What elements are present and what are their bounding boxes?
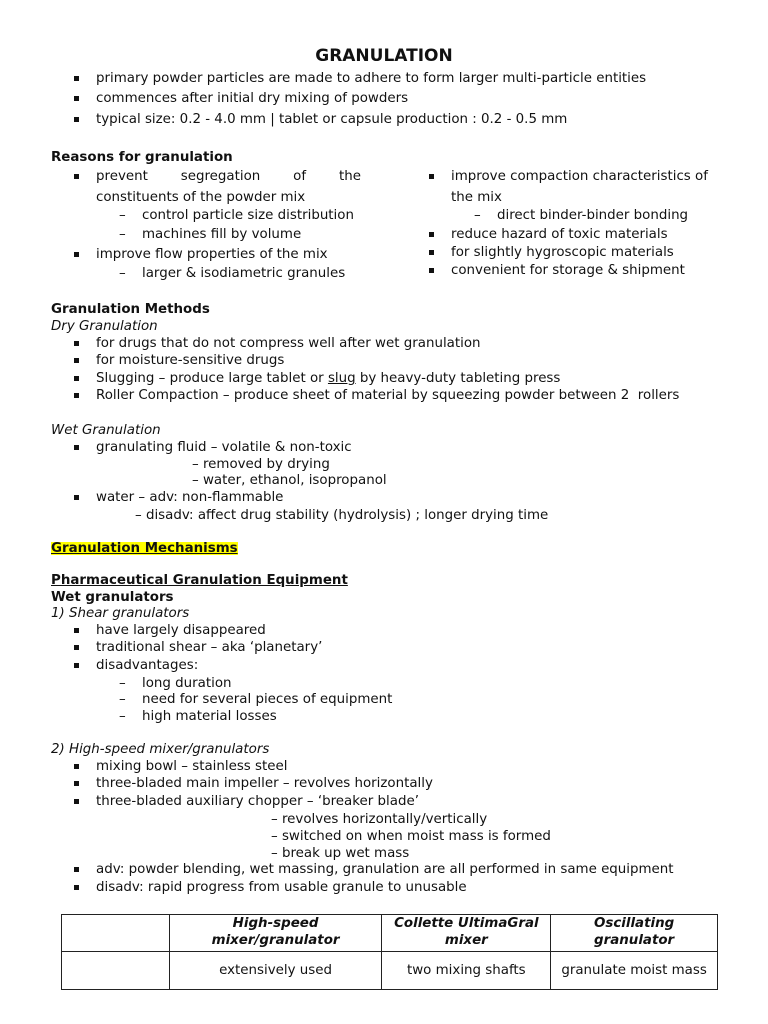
shear-bullet: traditional shear – aka ‘planetary’ (96, 640, 323, 655)
high-speed-continuation: – revolves horizontally/vertically (271, 812, 488, 827)
table-cell: two mixing shafts (382, 952, 551, 990)
reason-word: prevent (96, 169, 148, 184)
shear-sub: – need for several pieces of equipment (142, 693, 392, 706)
reason-bullet: for slightly hygroscopic materials (451, 245, 674, 260)
slug-term: slug (327, 371, 356, 386)
table-header-cell: Collette UltimaGral mixer (382, 915, 551, 952)
dry-bullet (96, 372, 560, 385)
reason-text: constituents of the powder mix (96, 190, 306, 205)
shear-sub: – high material losses (142, 710, 277, 723)
table-cell: granulate moist mass (551, 952, 718, 990)
high-speed-bullet: disadv: rapid progress from usable granule to unusable (96, 880, 467, 895)
high-speed-bullet: three-bladed auxiliary chopper – ‘breaker blade’ (96, 794, 419, 809)
reason-sub: – larger & isodiametric granules (142, 267, 345, 280)
reason-sub: – direct binder-binder bonding (497, 209, 688, 222)
wet-continuation: – water, ethanol, isopropanol (192, 473, 387, 488)
table-row (62, 952, 718, 990)
shear-bullet: have largely disappeared (96, 623, 266, 638)
table-header-cell: Oscillating granulator (551, 915, 718, 952)
equipment-heading: Pharmaceutical Granulation Equipment (51, 573, 348, 588)
wet-bullet: water – adv: non-flammable (96, 490, 284, 505)
wet-continuation: – disadv: affect drug stability (hydrolysis) ; longer drying time (135, 508, 549, 523)
reasons-heading: Reasons for granulation (51, 150, 233, 165)
page-title: GRANULATION (315, 46, 453, 66)
high-speed-bullet: three-bladed main impeller – revolves horizontally (96, 776, 433, 791)
intro-bullet: typical size: 0.2 - 4.0 mm | tablet or capsule production : 0.2 - 0.5 mm (96, 112, 568, 127)
reason-sub: – machines fill by volume (142, 228, 301, 241)
intro-bullet: primary powder particles are made to adhere to form larger multi-particle entities (96, 71, 647, 86)
table-cell (62, 952, 170, 990)
wet-bullet: granulating fluid – volatile & non-toxic (96, 440, 352, 455)
high-speed-continuation: – switched on when moist mass is formed (271, 829, 551, 844)
reason-bullet: improve compaction characteristics of (451, 169, 708, 184)
methods-heading: Granulation Methods (51, 302, 210, 317)
granulator-comparison-table (61, 914, 718, 990)
table-header-row (62, 915, 718, 952)
dry-granulation-heading: Dry Granulation (51, 319, 158, 334)
table-cell: extensively used (169, 952, 382, 990)
dry-bullet: for moisture-sensitive drugs (96, 353, 285, 368)
intro-bullet: commences after initial dry mixing of powders (96, 91, 409, 106)
table-header-cell: High-speed mixer/granulator (169, 915, 382, 952)
slugging-text: Slugging – produce large tablet or (96, 371, 328, 386)
reason-text: the mix (451, 190, 502, 205)
high-speed-heading: 2) High-speed mixer/granulators (51, 742, 270, 757)
shear-sub: – long duration (142, 677, 232, 690)
high-speed-bullet: adv: powder blending, wet massing, granulation are all performed in same equipment (96, 862, 674, 877)
table-header-cell (62, 915, 170, 952)
high-speed-bullet: mixing bowl – stainless steel (96, 759, 288, 774)
reason-sub: – control particle size distribution (142, 209, 354, 222)
reason-word: segregation (180, 169, 261, 184)
slugging-text-end: by heavy-duty tableting press (355, 371, 561, 386)
dry-bullet: Roller Compaction – produce sheet of material by squeezing powder between 2 rollers (96, 388, 680, 403)
reason-bullet: convenient for storage & shipment (451, 263, 685, 278)
reason-bullet: reduce hazard of toxic materials (451, 227, 668, 242)
reason-word: the (338, 169, 361, 184)
reason-word: of (293, 169, 307, 184)
shear-granulators-heading: 1) Shear granulators (51, 606, 190, 621)
dry-bullet: for drugs that do not compress well after wet granulation (96, 336, 481, 351)
high-speed-continuation: – break up wet mass (271, 846, 410, 861)
wet-granulation-heading: Wet Granulation (51, 423, 161, 438)
shear-bullet: disadvantages: (96, 658, 199, 673)
reason-bullet: improve flow properties of the mix (96, 247, 328, 262)
reason-bullet (96, 170, 361, 183)
wet-granulators-heading: Wet granulators (51, 590, 174, 605)
wet-continuation: – removed by drying (192, 457, 330, 472)
mechanisms-heading: Granulation Mechanisms (51, 541, 238, 556)
